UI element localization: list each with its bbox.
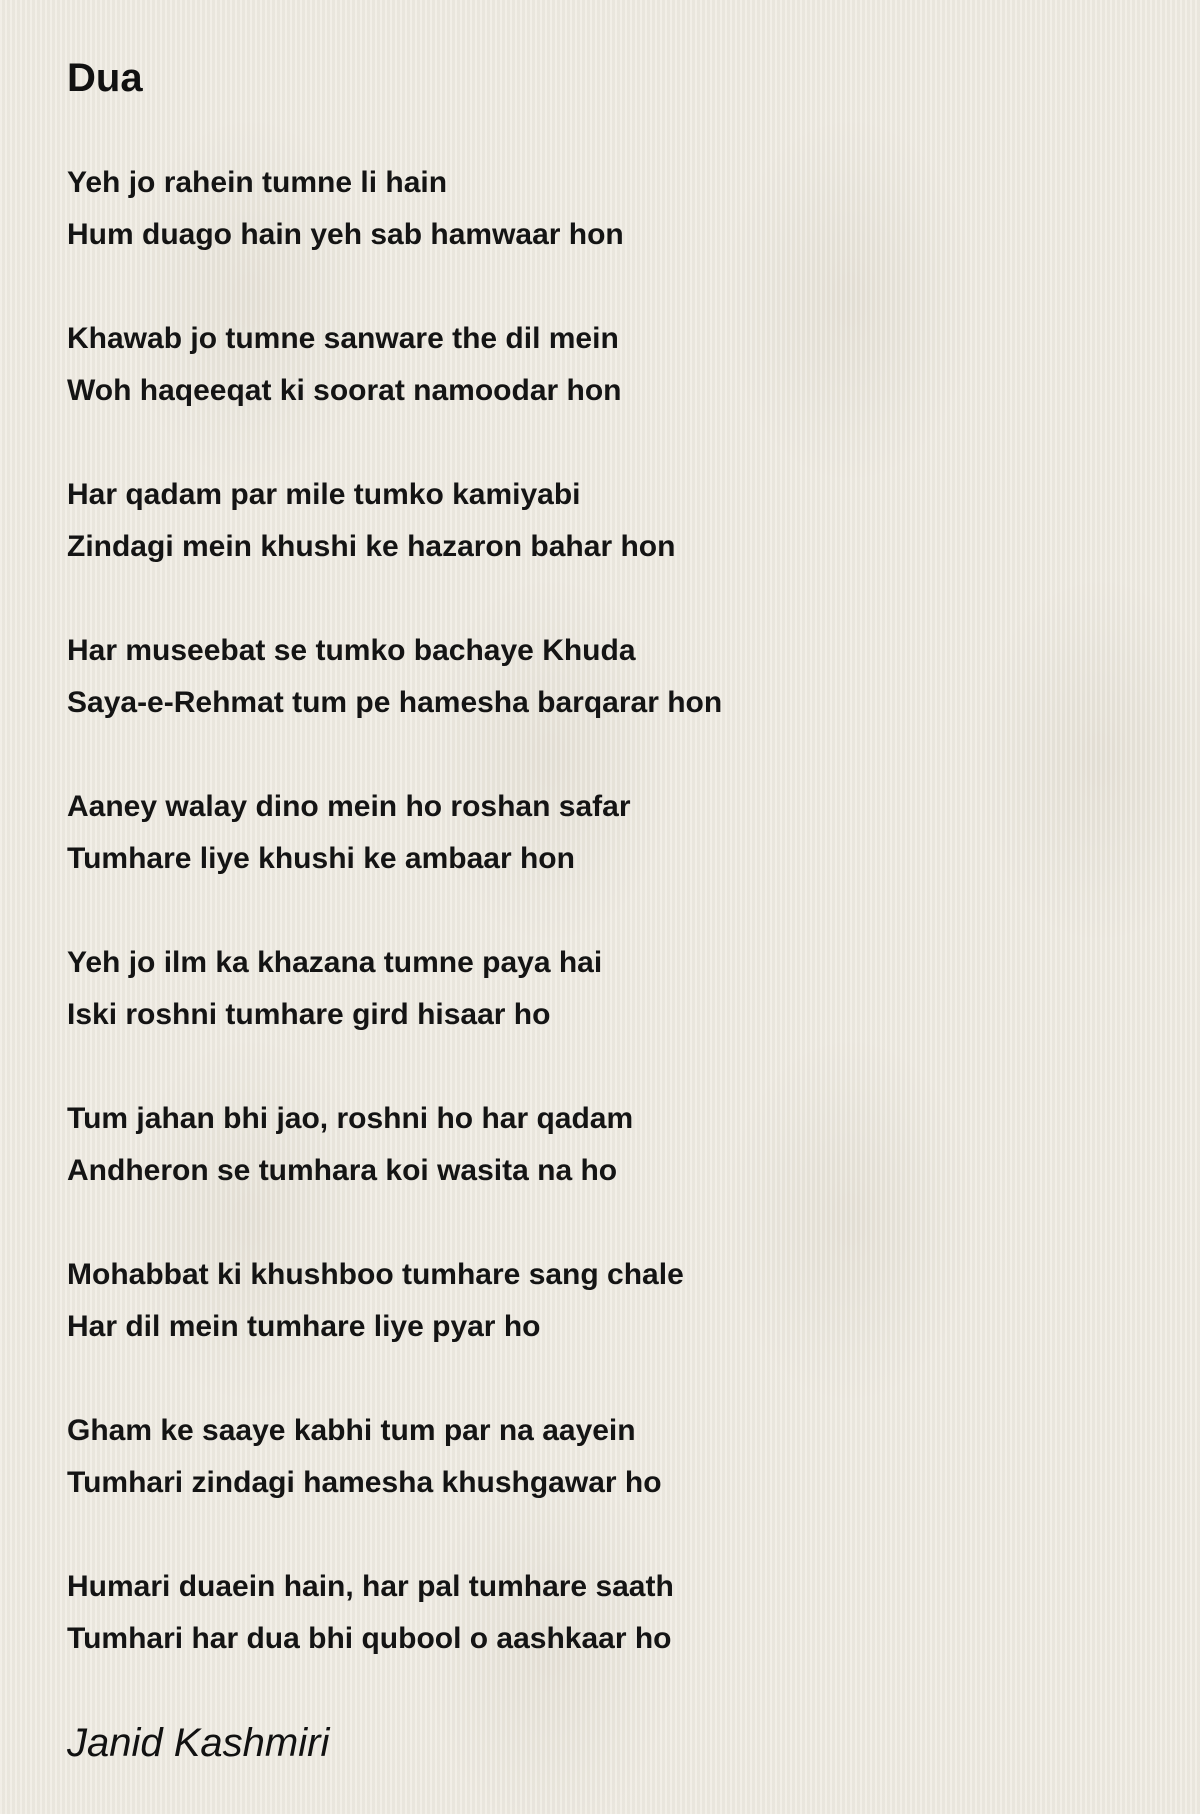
poem-line: Tum jahan bhi jao, roshni ho har qadam [67, 1102, 634, 1135]
stanza-9 [67, 1405, 1127, 1509]
poem-title: Dua [67, 56, 143, 100]
poem-line: Iski roshni tumhare gird hisaar ho [67, 998, 551, 1031]
poem-line: Woh haqeeqat ki soorat namoodar hon [67, 374, 622, 407]
poem-line: Mohabbat ki khushboo tumhare sang chale [67, 1258, 684, 1291]
poem-line: Yeh jo ilm ka khazana tumne paya hai [67, 946, 603, 979]
poem-page [67, 50, 1127, 1769]
poem-line: Yeh jo rahein tumne li hain [67, 166, 448, 199]
poem-line: Aaney walay dino mein ho roshan safar [67, 790, 631, 823]
poem-line: Har qadam par mile tumko kamiyabi [67, 478, 581, 511]
poem-line: Saya-e-Rehmat tum pe hamesha barqarar hon [67, 686, 723, 719]
stanza-3 [67, 469, 1127, 573]
poem-author: Janid Kashmiri [67, 1721, 330, 1765]
stanza-10 [67, 1561, 1127, 1665]
poem-line: Gham ke saaye kabhi tum par na aayein [67, 1414, 636, 1447]
stanza-6 [67, 937, 1127, 1041]
poem-line: Har dil mein tumhare liye pyar ho [67, 1310, 541, 1343]
poem-line: Hum duago hain yeh sab hamwaar hon [67, 218, 624, 251]
stanza-8 [67, 1249, 1127, 1353]
stanza-5 [67, 781, 1127, 885]
stanza-4 [67, 625, 1127, 729]
poem-line: Tumhari zindagi hamesha khushgawar ho [67, 1466, 662, 1499]
poem-line: Humari duaein hain, har pal tumhare saath [67, 1570, 674, 1603]
stanza-2 [67, 313, 1127, 417]
stanza-1 [67, 157, 1127, 261]
poem-line: Khawab jo tumne sanware the dil mein [67, 322, 619, 355]
poem-line: Tumhari har dua bhi qubool o aashkaar ho [67, 1622, 672, 1655]
stanza-7 [67, 1093, 1127, 1197]
poem-line: Andheron se tumhara koi wasita na ho [67, 1154, 618, 1187]
poem-line: Har museebat se tumko bachaye Khuda [67, 634, 636, 667]
poem-line: Tumhare liye khushi ke ambaar hon [67, 842, 575, 875]
poem-line: Zindagi mein khushi ke hazaron bahar hon [67, 530, 676, 563]
